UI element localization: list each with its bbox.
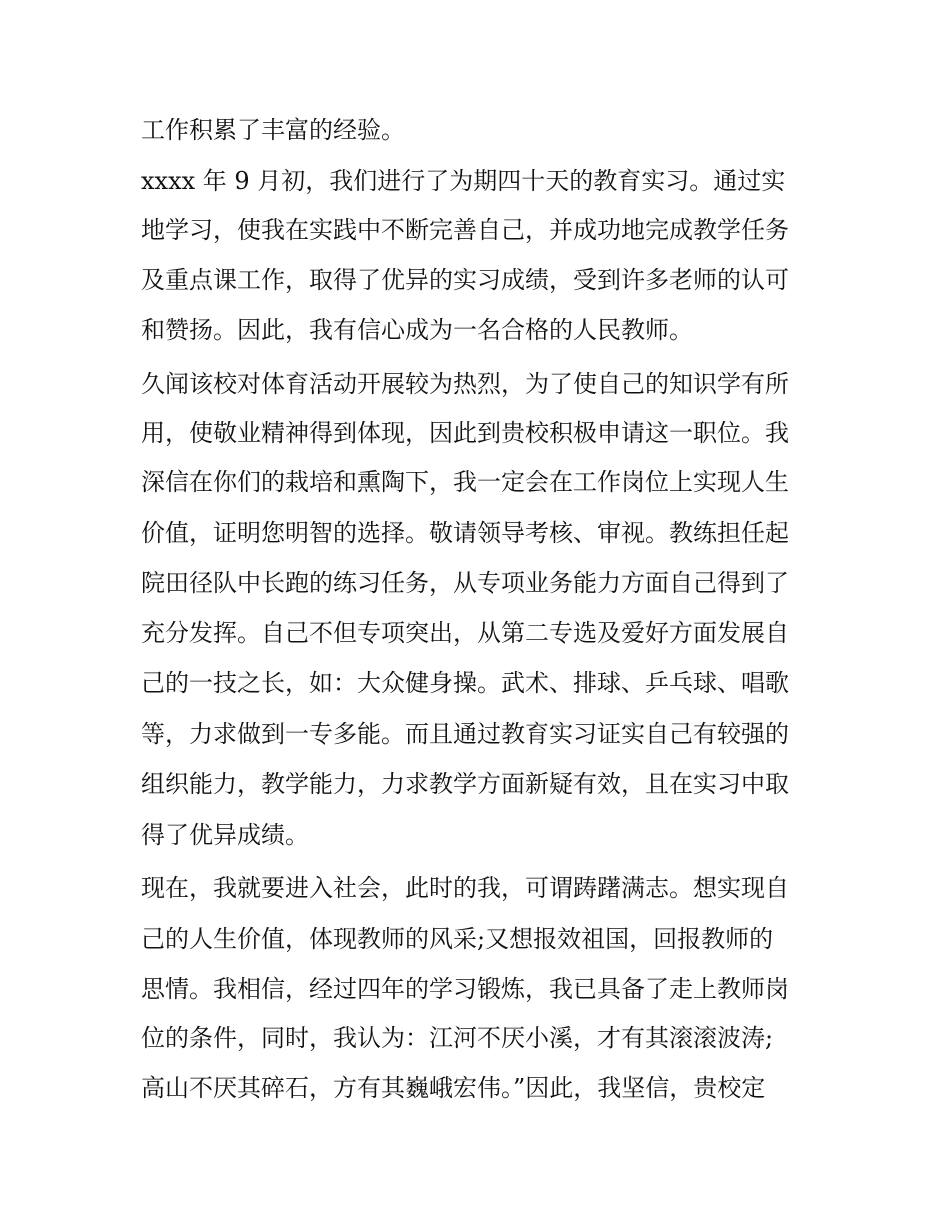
- text-line: xxxx 年 9 月初，我们进行了为期四十天的教育实习。通过实: [141, 167, 786, 195]
- text-line: 及重点课工作，取得了优异的实习成绩，受到许多老师的认可: [141, 266, 789, 294]
- text-line: 工作积累了丰富的经验。: [141, 116, 405, 144]
- text-line: 深信在你们的栽培和熏陶下，我一定会在工作岗位上实现人生: [141, 468, 789, 496]
- text-line: 院田径队中长跑的练习任务，从专项业务能力方面自己得到了: [141, 569, 789, 597]
- text-line: 高山不厌其碎石，方有其巍峨宏伟。”因此，我坚信，贵校定: [141, 1074, 766, 1102]
- text-line: 己的一技之长，如：大众健身操。武术、排球、乒乓球、唱歌: [141, 669, 789, 697]
- text-line: 等，力求做到一专多能。而且通过教育实习证实自己有较强的: [141, 720, 789, 748]
- text-line: 久闻该校对体育活动开展较为热烈，为了使自己的知识学有所: [141, 370, 789, 398]
- text-line: 己的人生价值，体现教师的风采;又想报效祖国，回报教师的: [141, 925, 774, 953]
- text-line: 得了优异成绩。: [141, 821, 309, 849]
- text-line: 现在，我就要进入社会，此时的我，可谓踌躇满志。想实现自: [141, 874, 789, 902]
- text-line: 组织能力，教学能力，力求教学方面新疑有效，且在实习中取: [141, 770, 789, 798]
- text-line: 充分发挥。自己不但专项突出，从第二专选及爱好方面发展自: [141, 619, 789, 647]
- text-line: 思情。我相信，经过四年的学习锻炼，我已具备了走上教师岗: [141, 975, 789, 1003]
- text-line: 和赞扬。因此，我有信心成为一名合格的人民教师。: [141, 316, 693, 344]
- text-line: 位的条件，同时，我认为：江河不厌小溪，才有其滚滚波涛;: [141, 1024, 774, 1052]
- text-line: 地学习，使我在实践中不断完善自己，并成功地完成教学任务: [141, 216, 789, 244]
- text-line: 用，使敬业精神得到体现，因此到贵校积极申请这一职位。我: [141, 419, 789, 447]
- text-line: 价值，证明您明智的选择。敬请领导考核、审视。教练担任起: [141, 519, 789, 547]
